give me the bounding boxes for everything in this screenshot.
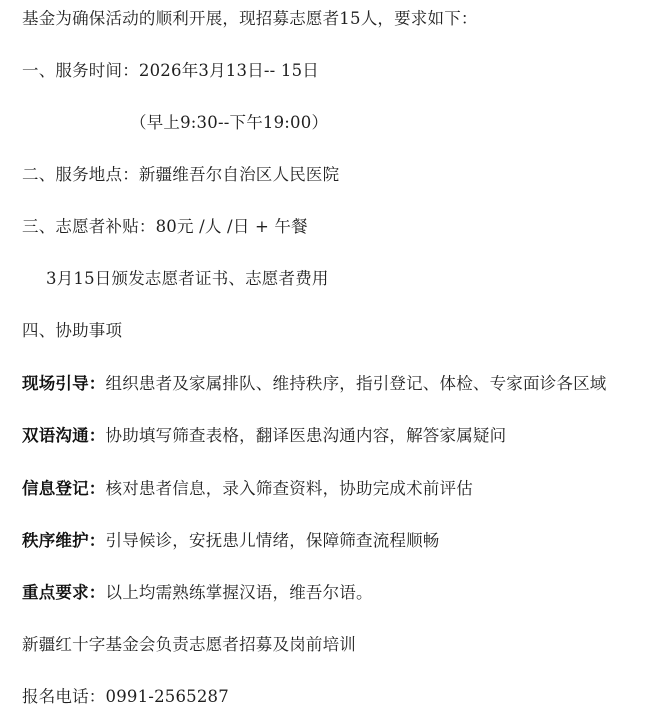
organizer-line [22,634,356,656]
subsidy-note: 3月15日颁发志愿者证书、志愿者费用 [46,269,329,288]
task-label: 重点要求： [22,583,106,602]
service-hours-line [130,112,328,134]
task-text: 核对患者信息，录入筛查资料，协助完成术前评估 [105,479,473,498]
intro-paragraph [22,8,478,30]
subsidy-value: 80元 /人 /日 + 午餐 [155,217,308,236]
phone-label: 报名电话： [22,687,106,706]
service-location-line [22,164,339,186]
subsidy-line [22,216,308,238]
tasks-heading-line [22,320,122,342]
service-location-label: 二、服务地点： [22,165,139,184]
subsidy-label: 三、志愿者补贴： [22,217,156,236]
task-item [22,373,607,395]
organizer-text: 新疆红十字基金会负责志愿者招募及岗前培训 [22,635,356,654]
task-text: 以上均需熟练掌握汉语，维吾尔语。 [105,583,373,602]
task-item [22,425,506,447]
task-text: 引导候诊，安抚患儿情绪，保障筛查流程顺畅 [105,531,440,550]
task-text: 协助填写筛查表格，翻译医患沟通内容，解答家属疑问 [105,426,507,445]
task-label: 双语沟通： [22,426,106,445]
subsidy-note-line [46,268,329,290]
tasks-heading: 四、协助事项 [22,321,123,340]
service-time-line [22,60,319,82]
task-label: 现场引导： [22,374,106,393]
task-item [22,582,373,604]
phone-number: 0991-2565287 [105,687,229,706]
service-time-value: 2026年3月13日-- 15日 [138,61,319,80]
task-text: 组织患者及家属排队、维持秩序，指引登记、体检、专家面诊各区域 [105,374,607,393]
phone-line [22,686,229,708]
service-hours-value: （早上9:30--下午19:00） [130,113,329,132]
task-label: 秩序维护： [22,531,106,550]
task-label: 信息登记： [22,479,106,498]
task-item [22,478,473,500]
service-time-label: 一、服务时间： [22,61,139,80]
service-location-value: 新疆维吾尔自治区人民医院 [138,165,340,184]
task-item [22,530,440,552]
intro-text: 基金为确保活动的顺利开展，现招募志愿者15人，要求如下： [22,9,478,28]
